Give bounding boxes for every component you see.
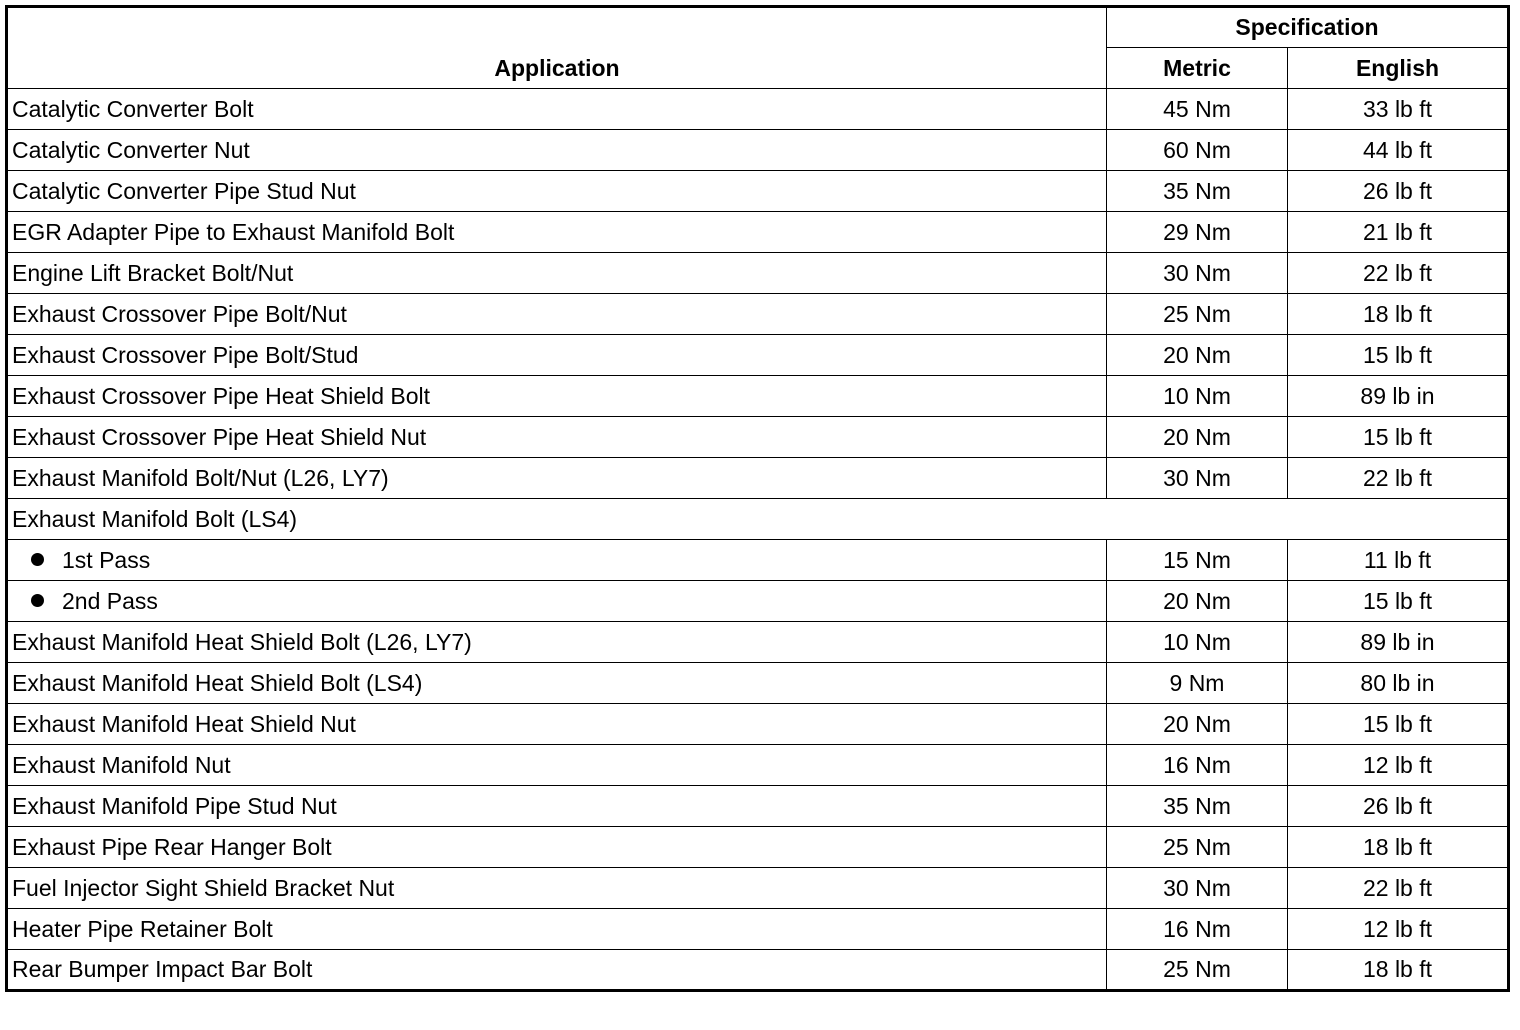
application-cell: Heater Pipe Retainer Bolt [7,909,1107,950]
table-row [7,786,1509,827]
table-header [7,7,1509,89]
application-cell [7,581,1107,622]
metric-cell: 60 Nm [1107,130,1288,171]
table-row [7,622,1509,663]
english-cell: 15 lb ft [1288,581,1509,622]
application-label: 2nd Pass [62,587,158,614]
table-row [7,868,1509,909]
english-cell: 89 lb in [1288,622,1509,663]
metric-cell: 20 Nm [1107,335,1288,376]
table-sub-row [7,540,1509,581]
english-cell: 80 lb in [1288,663,1509,704]
metric-cell: 9 Nm [1107,663,1288,704]
table-row [7,663,1509,704]
table-row [7,950,1509,991]
metric-cell: 30 Nm [1107,458,1288,499]
application-cell: Exhaust Manifold Heat Shield Bolt (L26, LY7) [7,622,1107,663]
english-cell: 15 lb ft [1288,417,1509,458]
metric-cell: 10 Nm [1107,622,1288,663]
table-body [7,89,1509,991]
application-cell [7,540,1107,581]
table-row [7,458,1509,499]
english-cell: 21 lb ft [1288,212,1509,253]
bullet-icon [31,594,44,607]
application-cell: Exhaust Crossover Pipe Heat Shield Bolt [7,376,1107,417]
application-cell: Exhaust Crossover Pipe Bolt/Nut [7,294,1107,335]
application-cell: Exhaust Pipe Rear Hanger Bolt [7,827,1107,868]
english-cell: 22 lb ft [1288,458,1509,499]
english-cell: 12 lb ft [1288,909,1509,950]
application-cell: Catalytic Converter Bolt [7,89,1107,130]
header-row-top [7,7,1509,48]
english-cell: 12 lb ft [1288,745,1509,786]
table-row [7,89,1509,130]
metric-cell: 25 Nm [1107,950,1288,991]
english-cell: 18 lb ft [1288,294,1509,335]
metric-cell: 25 Nm [1107,827,1288,868]
table-row [7,909,1509,950]
table-row [7,417,1509,458]
application-label: 1st Pass [62,546,151,573]
metric-cell: 35 Nm [1107,171,1288,212]
application-cell: Fuel Injector Sight Shield Bracket Nut [7,868,1107,909]
table-group-row [7,499,1509,540]
english-cell: 44 lb ft [1288,130,1509,171]
english-cell: 22 lb ft [1288,253,1509,294]
table-row [7,745,1509,786]
metric-cell: 20 Nm [1107,417,1288,458]
application-cell: Rear Bumper Impact Bar Bolt [7,950,1107,991]
metric-cell: 35 Nm [1107,786,1288,827]
table-row [7,704,1509,745]
metric-cell: 16 Nm [1107,745,1288,786]
table-row [7,130,1509,171]
application-cell: EGR Adapter Pipe to Exhaust Manifold Bolt [7,212,1107,253]
bullet-icon [31,553,44,566]
english-cell: 15 lb ft [1288,704,1509,745]
application-cell: Exhaust Manifold Heat Shield Bolt (LS4) [7,663,1107,704]
table-row [7,376,1509,417]
english-cell: 89 lb in [1288,376,1509,417]
english-cell: 15 lb ft [1288,335,1509,376]
table-row [7,212,1509,253]
table-row [7,171,1509,212]
metric-cell: 20 Nm [1107,581,1288,622]
application-cell: Exhaust Manifold Heat Shield Nut [7,704,1107,745]
specification-header: Specification [1107,7,1509,48]
english-cell: 33 lb ft [1288,89,1509,130]
application-cell: Exhaust Crossover Pipe Heat Shield Nut [7,417,1107,458]
metric-header: Metric [1107,48,1288,89]
table-row [7,253,1509,294]
table-row [7,335,1509,376]
table-row [7,827,1509,868]
english-cell: 18 lb ft [1288,950,1509,991]
metric-cell: 45 Nm [1107,89,1288,130]
metric-cell: 20 Nm [1107,704,1288,745]
metric-cell: 10 Nm [1107,376,1288,417]
metric-cell: 30 Nm [1107,868,1288,909]
english-cell: 26 lb ft [1288,171,1509,212]
english-header: English [1288,48,1509,89]
application-header: Application [7,7,1107,89]
application-cell: Catalytic Converter Pipe Stud Nut [7,171,1107,212]
english-cell: 22 lb ft [1288,868,1509,909]
torque-spec-table [5,5,1510,992]
table-row [7,294,1509,335]
application-cell: Exhaust Manifold Nut [7,745,1107,786]
metric-cell: 29 Nm [1107,212,1288,253]
application-cell: Exhaust Manifold Pipe Stud Nut [7,786,1107,827]
application-cell: Exhaust Manifold Bolt/Nut (L26, LY7) [7,458,1107,499]
metric-cell: 15 Nm [1107,540,1288,581]
metric-cell: 30 Nm [1107,253,1288,294]
application-cell: Exhaust Crossover Pipe Bolt/Stud [7,335,1107,376]
english-cell: 11 lb ft [1288,540,1509,581]
metric-cell: 25 Nm [1107,294,1288,335]
application-cell: Engine Lift Bracket Bolt/Nut [7,253,1107,294]
english-cell: 18 lb ft [1288,827,1509,868]
metric-cell: 16 Nm [1107,909,1288,950]
english-cell: 26 lb ft [1288,786,1509,827]
table-sub-row [7,581,1509,622]
application-cell: Catalytic Converter Nut [7,130,1107,171]
application-cell: Exhaust Manifold Bolt (LS4) [7,499,1509,540]
